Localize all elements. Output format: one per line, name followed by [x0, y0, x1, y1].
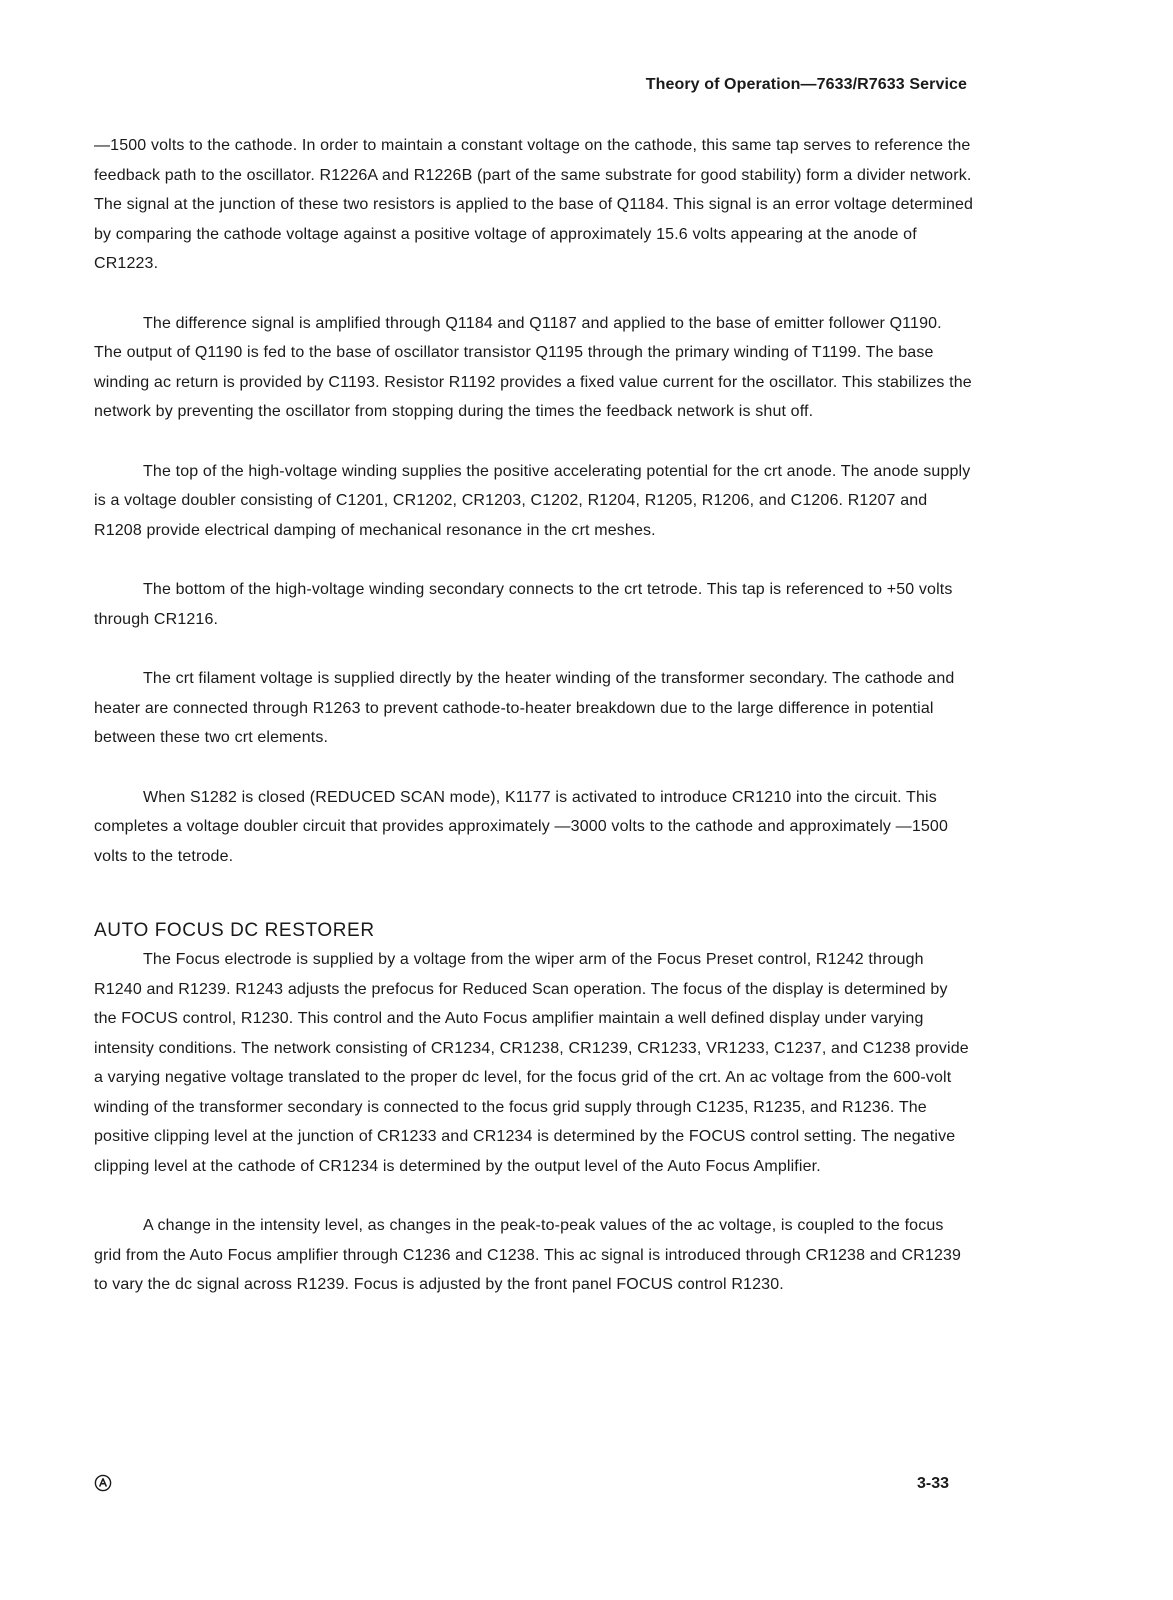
page-body: [94, 131, 974, 1300]
paragraph-tetrode-tap: The bottom of the high-voltage winding secondary connects to the crt tetrode. This tap is referenced to +50 volts through CR1216.: [94, 581, 953, 628]
paragraph-filament-voltage: The crt filament voltage is supplied directly by the heater winding of the transformer secondary. The cathode and heater are connected through R1263 to prevent cathode-to-heater breakdown due to the large difference in potential between these two crt elements.: [94, 670, 955, 746]
paragraph-difference-signal: The difference signal is amplified through Q1184 and Q1187 and applied to the base of emitter follower Q1190. The output of Q1190 is fed to the base of oscillator transistor Q1195 through the primary winding of T1199. The base winding ac return is provided by C1193. Resistor R1192 provides a fixed value current for the oscillator. This stabilizes the network by preventing the oscillator from stopping during the times the feedback network is shut off.: [94, 314, 972, 420]
section-heading: AUTO FOCUS DC RESTORER: [94, 920, 375, 941]
paragraph-continuation: —1500 volts to the cathode. In order to maintain a constant voltage on the cathode, this same tap serves to reference the feedback path to the oscillator. R1226A and R1226B (part of the same substrate for good stability) form a divider network. The signal at the junction of these two resistors is applied to the base of Q1184. This signal is an error voltage determined by comparing the cathode voltage against a positive voltage of approximately 15.6 volts appearing at the anode of CR1223.: [94, 137, 974, 272]
paragraph-reduced-scan: When S1282 is closed (REDUCED SCAN mode), K1177 is activated to introduce CR1210 into the circuit. This completes a voltage doubler circuit that provides approximately —3000 volts to the cathode and approximately —1500 volts to the tetrode.: [94, 788, 949, 865]
paragraph-focus-electrode: The Focus electrode is supplied by a voltage from the wiper arm of the Focus Preset control, R1242 through R1240 and R1239. R1243 adjusts the prefocus for Reduced Scan operation. The focus of the display is determined by the FOCUS control, R1230. This control and the Auto Focus amplifier maintain a well defined display under varying intensity conditions. The network consisting of CR1234, CR1238, CR1239, CR1233, VR1233, C1237, and C1238 provide a varying negative voltage translated to the proper dc level, for the focus grid of the crt. An ac voltage from the 600-volt winding of the transformer secondary is connected to the focus grid supply through C1235, R1235, and R1236. The positive clipping level at the junction of CR1233 and CR1234 is determined by the FOCUS control setting. The negative clipping level at the cathode of CR1234 is determined by the output level of the Auto Focus Amplifier.: [94, 951, 969, 1175]
running-header: Theory of Operation—7633/R7633 Service: [645, 76, 967, 93]
page-number: 3-33: [916, 1475, 949, 1492]
paragraph-anode-supply: The top of the high-voltage winding supplies the positive accelerating potential for the crt anode. The anode supply is a voltage doubler consisting of C1201, CR1202, CR1203, C1202, R1204, R1205, R1206, and C1206. R1207 and R1208 provide electrical damping of mechanical resonance in the crt meshes.: [94, 462, 971, 539]
paragraph-intensity-change: A change in the intensity level, as changes in the peak-to-peak values of the ac voltage, is coupled to the focus grid from the Auto Focus amplifier through C1236 and C1238. This ac signal is introduced through CR1238 and CR1239 to vary the dc signal across R1239. Focus is adjusted by the front panel FOCUS control R1230.: [94, 1217, 962, 1293]
circled-a-icon: [94, 1474, 112, 1492]
